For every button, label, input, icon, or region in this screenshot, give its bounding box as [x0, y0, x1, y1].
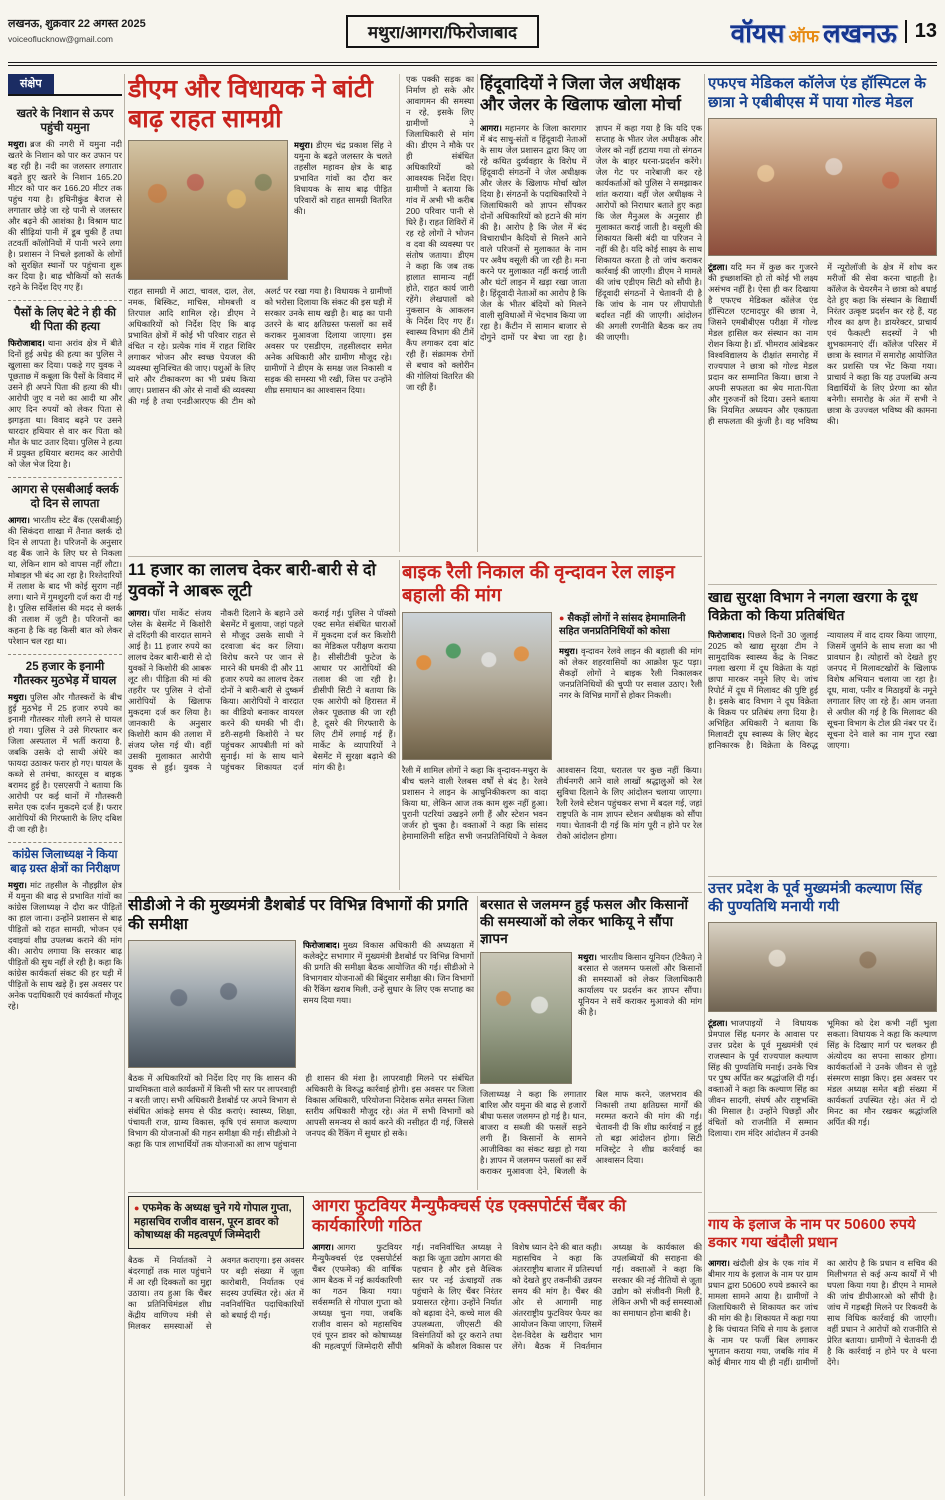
brief-article-smuggler — [8, 655, 122, 843]
brief-article-missing-clerk — [8, 478, 122, 655]
article-headline: उत्तर प्रदेश के पूर्व मुख्यमंत्री कल्याण सिंह की पुण्यतिथि मनायी गयी — [708, 881, 923, 915]
article-cdo-review — [128, 896, 474, 1190]
article-headline: खाद्य सुरक्षा विभाग ने नगला खरगा के दूध विक्रेता को किया प्रतिबंधित — [708, 589, 918, 623]
dateline: मथुरा। — [8, 880, 27, 890]
article-headline: 11 हजार का लालच देकर बारी-बारी से दो युवकों ने आबरू लूटी — [128, 561, 377, 600]
article-food-safety — [708, 588, 937, 872]
masthead-word-1: वॉयस — [730, 17, 785, 48]
article-medical-gold-medal — [708, 74, 937, 580]
article-main — [128, 74, 392, 552]
memorial-gathering-photo — [708, 922, 937, 1012]
article-body: राहत सामग्री में आटा, चावल, दाल, तेल, नमक, बिस्किट, माचिस, मोमबत्ती व तिरपाल आदि शामिल रहे। डीएम ने अधिकारियों को निर्देश दिए कि बाढ़ प्रभावित क्षेत्रों में कोई भी परिवार राहत से वंचित न रहे। प्रत्येक गांव में राहत शिविर लगाकर भोजन और स्वच्छ पेयजल की व्यवस्था सुनिश्चित की जाए। पशुओं के लिए चारे और टीकाकरण का भी प्रबंध किया जाए। प्रशासन की ओर से नावों की व्यवस्था की गई है तथा एनडीआरएफ की टीम को अलर्ट पर रखा गया है। विधायक ने ग्रामीणों को भरोसा दिलाया कि संकट की इस घड़ी में सरकार उनके साथ खड़ी है। बाढ़ का पानी उतरने के बाद क्षतिग्रस्त फसलों का सर्वे कराकर मुआवजा दिलाया जाएगा। इस अवसर पर एसडीएम, तहसीलदार समेत अनेक अधिकारी और ग्रामीण मौजूद रहे। ग्रामीणों ने डीएम के समक्ष जल निकासी व सड़क की समस्या भी रखी, जिस पर उन्होंने शीघ्र समाधान का आश्वासन दिया। — [128, 286, 392, 406]
review-meeting-photo — [128, 940, 296, 1068]
article-side-column — [559, 612, 702, 760]
brief-body: मांट तहसील के नौहझील क्षेत्र में यमुना की बाढ़ से प्रभावित गांवों का कांग्रेस जिलाध्यक्ष ने दौरा कर पीड़ितों का हाल जाना। उन्होंने प्रशासन से बाढ़ पीड़ितों को राहत सामग्री, भोजन एवं दवाइयां शीघ्र उपलब्ध कराने की मांग की। आरोप लगाया कि सरकार बाढ़ पीड़ितों की सुध नहीं ले रही है। कहा कि कांग्रेस कार्यकर्ता संकट की हर घड़ी में पीड़ितों के साथ खड़े हैं। इस अवसर पर अनेक पदाधिकारी एवं कार्यकर्ता मौजूद रहे। — [8, 880, 122, 1011]
subhead-box — [128, 1196, 304, 1249]
article-farmers-memorandum — [480, 896, 702, 1190]
article-body-columns — [480, 123, 702, 547]
article-side-column — [128, 1196, 304, 1496]
article-subhead: सैकड़ों लोगों ने सांसद हेमामालिनी सहित जनप्रतिनिधियों को कोसा — [559, 613, 686, 637]
brief-headline: 25 हजार के इनामी गौतस्कर मुठभेड़ में घायल — [13, 661, 117, 687]
article-crime-basement — [128, 560, 396, 890]
article-body-columns — [128, 1255, 304, 1497]
dateline: आगरा। — [128, 608, 150, 618]
article-headline: बाइक रैली निकाल की वृन्दावन रेल लाइन बहाली की मांग — [402, 561, 675, 605]
brief-header — [8, 74, 122, 96]
article-body: बैठक में अधिकारियों को निर्देश दिए गए कि शासन की प्राथमिकता वाले कार्यक्रमों में किसी भी स्तर पर लापरवाही न बरती जाए। सभी अधिकारी डैशबोर्ड पर अपने विभाग से संबंधित आंकड़े समय से फीड कराएं। स्वास्थ्य, शिक्षा, पंचायती राज, ग्राम्य विकास, कृषि एवं समाज कल्याण विभाग की योजनाओं की गहन समीक्षा की गई। सीडीओ ने कहा कि पात्र लाभार्थियों तक योजनाओं का लाभ पहुंचाना ही शासन की मंशा है। लापरवाही मिलने पर संबंधित अधिकारी के विरुद्ध कार्रवाई होगी। इस अवसर पर जिला विकास अधिकारी, परियोजना निदेशक समेत समस्त जिला स्तरीय अधिकारी मौजूद रहे। अंत में सभी विभागों को आपसी समन्वय से कार्य करने की नसीहत दी गई, जिससे जनपद की रैंकिंग में सुधार हो सके। — [128, 1073, 474, 1149]
dateline: आगरा। — [312, 1242, 334, 1252]
article-body: डीएम चंद्र प्रकाश सिंह ने यमुना के बढ़ते जलस्तर के चलते तहसील महावन क्षेत्र के बाढ़ प्रभावित गांवों का दौरा कर विधायक के साथ बाढ़ पीड़ित परिवारों को राहत सामग्री वितरित की। — [294, 140, 392, 216]
article-headline: सीडीओ ने की मुख्यमंत्री डैशबोर्ड पर विभिन्न विभागों की प्रगति की समीक्षा — [128, 897, 469, 933]
dateline: आगरा। — [708, 1258, 730, 1268]
brief-body: पुलिस और गौतस्करों के बीच हुई मुठभेड़ में 25 हजार रुपये का इनामी गौतस्कर गोली लगने से घायल हो गया। पुलिस ने उसे गिरफ्तार कर जिला अस्पताल में भर्ती कराया है, जबकि उसके दो साथी अंधेरे का फायदा उठाकर फरार हो गए। घायल के कब्जे से तमंचा, कारतूस व बाइक बरामद हुई है। एसएसपी ने बताया कि आरोपी पर कई थानों में गौतस्करी समेत एक दर्जन मुकद‌मे दर्ज हैं। फरार आरोपियों की गिरफ्तारी के लिए दबिश दी जा रही है। — [8, 692, 122, 834]
dateline: मथुरा। — [559, 646, 578, 656]
column-rule — [124, 74, 125, 1496]
dateline: मथुरा। — [578, 952, 597, 962]
edition-date: लखनऊ, शुक्रवार 22 अगस्त 2025 — [8, 17, 146, 30]
bullet-icon: ● — [134, 1203, 140, 1213]
section-rule — [708, 1212, 937, 1213]
article-body: खंदौली क्षेत्र के एक गांव में बीमार गाय के इलाज के नाम पर ग्राम प्रधान द्वारा 50600 रुपये डकारने का मामला सामने आया है। ग्रामीणों ने जिलाधिकारी से शिकायत कर जांच की मांग की है। शिकायत में कहा गया है कि पंचायत निधि से गाय के इलाज के नाम पर फर्जी बिल लगाकर भुगतान कराया गया, जबकि गांव में कोई बीमार गाय थी ही नहीं। ग्रामीणों का आरोप है कि प्रधान व सचिव की मिलीभगत से कई अन्य कार्यों में भी घपला किया गया है। डीएम ने मामले की जांच डीपीआरओ को सौंपी है। जांच में गड़बड़ी मिलने पर रिकवरी के साथ विधिक कार्रवाई की जाएगी। वहीं प्रधान ने आरोपों को राजनीति से प्रेरित बताया। ग्रामीणों ने चेतावनी दी है कि कार्रवाई न होने पर वे धरना देंगे। — [708, 1258, 937, 1367]
column-rule — [477, 74, 478, 552]
brief-headline: आगरा से एसबीआई क्लर्क दो दिन से लापता — [11, 484, 119, 510]
article-body-columns — [708, 1258, 937, 1488]
column-rule — [399, 560, 400, 890]
article-body: पिछले दिनों 30 जुलाई 2025 को खाद्य सुरक्षा टीम ने सामुदायिक स्वास्थ्य केंद्र के निकट नगला खरगा में दूध विक्रेता के यहां छापा मारकर नमूने लिए थे। जांच रिपोर्ट में दूध में मिलावट की पुष्टि हुई है। इसके बाद विभाग ने दूध विक्रेता के विक्रय पर प्रतिबंध लगा दिया है। अभिहित अधिकारी ने बताया कि मिलावटी दूध स्वास्थ्य के लिए बेहद हानिकारक है। विक्रेता के विरुद्ध न्यायालय में वाद दायर किया जाएगा, जिसमें जुर्माने के साथ सजा का भी प्रावधान है। त्योहारों को देखते हुए जनपद में मिलावटखोरों के खिलाफ विशेष अभियान चलाया जा रहा है। दूध, मावा, पनीर व मिठाइयों के नमूने लगातार लिए जा रहे हैं। आम जनता से अपील की गई है कि मिलावट की सूचना विभाग के टोल फ्री नंबर पर दें। सूचना देने वाले का नाम गुप्त रखा जाएगा। — [708, 630, 937, 750]
article-main — [312, 1196, 702, 1496]
article-subhead: एफमेक के अध्यक्ष चुने गये गोपाल गुप्ता, महासचिव राजीव वासन, पूरन डावर को कोषाध्यक्ष की महत्वपूर्ण जिम्मेदारी — [134, 1202, 292, 1241]
newspaper-name — [731, 14, 897, 50]
article-kalyan-singh-memorial — [708, 880, 937, 1208]
dateline: फिरोजाबाद। — [8, 338, 45, 348]
page-number: 13 — [905, 20, 937, 43]
brief-article-yamuna — [8, 102, 122, 301]
article-body-columns — [312, 1242, 702, 1496]
article-body-columns — [128, 286, 392, 552]
article-body-columns — [480, 1089, 702, 1185]
masthead-word-3: लखनऊ — [823, 17, 897, 48]
section-rule — [708, 584, 937, 585]
relief-distribution-photo — [128, 140, 288, 280]
brief-headline: पैसों के लिए बेटे ने ही की थी पिता की हत्या — [13, 307, 117, 333]
brief-headline: कांग्रेस जिलाध्यक्ष ने किया बाढ़ ग्रस्त क्षेत्रों का निरीक्षण — [10, 849, 120, 875]
dateline: मथुरा। — [8, 692, 27, 702]
bullet-icon: ● — [559, 613, 565, 623]
article-headline: बरसात से जलमग्न हुई फसल और किसानों की समस्याओं को लेकर भाकियू ने सौंपा ज्ञापन — [480, 897, 689, 946]
masthead-bar — [8, 6, 937, 66]
article-footwear-chamber — [128, 1196, 702, 1496]
article-body: जिलाध्यक्ष ने कहा कि लगातार बारिश और यमुना की बाढ़ से हजारों बीघा फसल जलमग्न हो गई है। धान, बाजरा व सब्जी की फसलें सड़ने लगी हैं। किसानों के सामने आजीविका का संकट खड़ा हो गया है। ज्ञापन में जलमग्न फसलों का सर्वे कराकर मुआवजा देने, बिजली के बिल माफ करने, जलभराव की निकासी तथा क्षतिग्रस्त मार्गों की मरम्मत कराने की मांग की गई। चेतावनी दी कि शीघ्र कार्रवाई न हुई तो बड़ा आंदोलन होगा। सिटी मजिस्ट्रेट ने शीघ्र कार्रवाई का आश्वासन दिया। — [480, 1089, 702, 1176]
dateline: आगरा। — [8, 515, 30, 525]
date-block — [8, 17, 228, 47]
brief-body: थाना अरांव क्षेत्र में बीते दिनों हुई अधेड़ की हत्या का पुलिस ने खुलासा कर दिया। पकड़े गए युवक ने पूछताछ में कबूला कि पैसों के विवाद में उसने ही अपने पिता की हत्या की थी। आरोपी जुए व नशे का आदी था और आए दिन रुपयों को लेकर पिता से झगड़ता था। विवाद बढ़ने पर उसने धारदार हथियार से वार कर पिता को मौत के घाट उतार दिया। पुलिस ने हत्या में प्रयुक्त हथियार बरामद कर आरोपी को जेल भेज दिया है। — [8, 338, 122, 469]
section-rule — [128, 1192, 702, 1193]
article-body: मुख्य विकास अधिकारी की अध्यक्षता में कलेक्ट्रेट सभागार में मुख्यमंत्री डैशबोर्ड पर विभिन्न विभागों की प्रगति की समीक्षा बैठक आयोजित की गई। सीडीओ ने विभागवार योजनाओं की बिंदुवार समीक्षा की। जिन विभागों की रैंकिंग खराब मिली, उन्हें सुधार के लिए एक सप्ताह का समय दिया गया। — [303, 940, 474, 1005]
award-ceremony-photo — [708, 118, 937, 256]
article-headline: गाय के इलाज के नाम पर 50600 रुपये डकार गया खंदौली प्रधान — [708, 1217, 916, 1251]
masthead-word-2: ऑफ — [788, 26, 819, 46]
brief-headline: खतरे के निशान से ऊपर पहुंची यमुना — [16, 108, 114, 134]
article-headline: आगरा फुटवियर मैन्युफैक्चर्स एंड एक्सपोर्टर्स चैंबर की कार्यकारिणी गठित — [312, 1197, 627, 1235]
masthead-group — [657, 14, 937, 50]
dateline: टूंडला। — [708, 262, 728, 272]
article-body-columns — [402, 765, 702, 877]
memorandum-photo — [480, 952, 572, 1084]
article-body: महानगर के जिला कारागार में बंद साधु-संतों व हिंदूवादी नेताओं के साथ जेल प्रशासन द्वारा किए जा रहे कथित दुर्व्यवहार के विरोध में हिंदूवादी संगठनों ने जेल अधीक्षक और जेलर के खिलाफ मोर्चा खोल दिया है। संगठनों के पदाधिकारियों ने जिलाधिकारी को ज्ञापन सौंपकर दोनों अधिकारियों को हटाने की मांग की है। आरोप है कि जेल में बंद विचाराधीन कैदियों से मिलने आने वाले परिजनों से मुलाकात के नाम पर अवैध वसूली की जा रही है। मना करने पर मुलाकात नहीं कराई जाती और घंटों लाइन में खड़ा रखा जाता है। हिंदूवादी नेताओं का आरोप है कि जेल के भीतर बंदियों को मिलने वाली सुविधाओं में भेदभाव किया जा रहा है। कैंटीन में सामान बाजार से दोगुने दामों पर बेचा जा रहा है। ज्ञापन में कहा गया है कि यदि एक सप्ताह के भीतर जेल अधीक्षक और जेलर को नहीं हटाया गया तो संगठन जेल के बाहर धरना-प्रदर्शन करेंगे। जेल गेट पर नारेबाजी कर रहे कार्यकर्ताओं को पुलिस ने समझाकर शांत कराया। वहीं जेल अधीक्षक ने आरोपों को निराधार बताते हुए कहा कि जेल मैनुअल के अनुसार ही मुलाकात कराई जाती है। वसूली की शिकायत किसी बंदी या परिजन ने नहीं की है। यदि कोई साक्ष्य के साथ शिकायत करता है तो जांच कराकर कार्रवाई की जाएगी। डीएम ने मामले की जांच एडीएम सिटी को सौंपी है। हिंदूवादी संगठनों ने चेतावनी दी है कि जांच के नाम पर लीपापोती बर्दाश्त नहीं की जाएगी। आंदोलन की अगली रणनीति बैठक कर तय की जाएगी। — [480, 123, 702, 342]
article-jail-protest — [480, 74, 702, 552]
brief-article-congress — [8, 843, 122, 1019]
article-body-columns — [128, 1073, 474, 1181]
article-bike-rally — [402, 560, 702, 890]
brief-body: भारतीय स्टेट बैंक (एसबीआई) की सिकंदरा शाखा में तैनात क्लर्क दो दिन से लापता है। परिजनों के अनुसार वह बैंक जाने के लिए घर से निकला था, लेकिन शाम को वापस नहीं लौटा। मोबाइल भी बंद आ रहा है। रिश्तेदारियों में तलाश के बाद भी कोई सुराग नहीं लगा। थाने में गुमशुदगी दर्ज करा दी गई है। पुलिस सर्विलांस की मदद से क्लर्क की तलाश में जुटी है। परिजनों का कहना है कि वह किसी बात को लेकर परेशान चल रहा था। — [8, 515, 122, 646]
dateline: फिरोजाबाद। — [303, 940, 340, 950]
article-body-columns — [128, 608, 396, 886]
brief-article-murder — [8, 301, 122, 478]
contact-email: voiceoflucknow@gmail.com — [8, 33, 114, 44]
article-body: एक पक्की सड़क का निर्माण हो सके और आवागमन की समस्या न रहे, इसके लिए ग्रामीणों ने जिलाधिकारी से मांग की। डीएम ने मौके पर ही संबंधित अधिकारियों को आवश्यक निर्देश दिए। ग्रामीणों ने बताया कि गांव में अभी भी करीब 200 परिवार पानी से घिरे हैं। राहत शिविरों में रह रहे लोगों ने भोजन व दवा की व्यवस्था पर संतोष जताया। डीएम ने कहा कि जब तक हालात सामान्य नहीं होते, राहत कार्य जारी रहेंगे। लेखपालों को नुकसान के आकलन के निर्देश दिए गए हैं। स्वास्थ्य विभाग की टीमें कैंप लगाकर दवा बांट रही हैं। संक्रामक रोगों से बचाव को क्लोरीन की गोलियां वितरित की जा रही हैं। — [406, 74, 474, 392]
section-rule — [128, 556, 702, 557]
article-body: रैली में शामिल लोगों ने कहा कि वृन्दावन-मथुरा के बीच चलने वाली रेलबस वर्षों से बंद है। रेलवे प्रशासन ने लाइन के आधुनिकीकरण का वादा किया था, लेकिन आज तक काम शुरू नहीं हुआ। पुरानी पटरियां उखड़ने लगी हैं और स्टेशन भवन जर्जर हो चुका है। वक्ताओं ने कहा कि सांसद हेमामालिनी सहित सभी जनप्रतिनिधियों ने केवल आश्वासन दिया, धरातल पर कुछ नहीं किया। तीर्थनगरी आने वाले लाखों श्रद्धालुओं को रेल सुविधा दिलाने के लिए आंदोलन चलाया जाएगा। रैली रेलवे स्टेशन पहुंचकर सभा में बदल गई, जहां राष्ट्रपति के नाम ज्ञापन स्टेशन अधीक्षक को सौंपा गया। चेतावनी दी गई कि मांग पूरी न होने पर रेल रोको आंदोलन होगा। — [402, 765, 702, 841]
dateline: फिरोजाबाद। — [708, 630, 745, 640]
article-body: यदि मन में कुछ कर गुजरने की इच्छाशक्ति हो तो कोई भी लक्ष्य असंभव नहीं है। ऐसा ही कर दिखाया है एफएच मेडिकल कॉलेज एंड हॉस्पिटल एटमादपुर की छात्रा ने, जिसने एमबीबीएस परीक्षा में गोल्ड मेडल हासिल कर संस्थान का नाम रोशन किया है। डॉ. भीमराव आंबेडकर विश्वविद्यालय के दीक्षांत समारोह में राज्यपाल ने छात्रा को गोल्ड मेडल प्रदान कर सम्मानित किया। छात्रा ने अपनी सफलता का श्रेय माता-पिता और गुरुजनों को दिया। उसने बताया कि नियमित अध्ययन और एकाग्रता ही सफलता की कुंजी है। वह भविष्य में न्यूरोलॉजी के क्षेत्र में शोध कर मरीजों की सेवा करना चाहती है। कॉलेज के चेयरमैन ने छात्रा को बधाई देते हुए कहा कि संस्थान के विद्यार्थी निरंतर उत्कृष्ट प्रदर्शन कर रहे हैं, यह गौरव का क्षण है। डायरेक्टर, प्राचार्य एवं फैकल्टी सदस्यों ने भी शुभकामनाएं दीं। कॉलेज परिसर में छात्रा के स्वागत में समारोह आयोजित कर प्रशस्ति पत्र भेंट किया गया। प्राचार्य ने कहा कि यह उपलब्धि अन्य विद्यार्थियों के लिए प्रेरणा का स्रोत बनेगी। समारोह के अंत में सभी ने छात्रा के उज्ज्वल भविष्य की कामना की। — [708, 262, 937, 426]
column-rule — [704, 74, 705, 1496]
dateline: टूंडला। — [708, 1018, 728, 1028]
brief-column — [8, 74, 122, 1496]
article-body: पॉश मार्केट संजय प्लेस के बेसमेंट में किशोरी से दरिंदगी की वारदात सामने आई है। 11 हजार रुपये का लालच देकर बारी-बारी से दो युवकों ने किशोरी की आबरू लूट ली। पीड़िता की मां की तहरीर पर पुलिस ने दोनों आरोपियों के खिलाफ मुकदमा दर्ज कर लिया है। जानकारी के अनुसार किशोरी काम की तलाश में संजय प्लेस गई थी। वहीं उसकी मुलाकात आरोपी युवक से हुई। युवक ने नौकरी दिलाने के बहाने उसे बेसमेंट में बुलाया, जहां पहले से मौजूद उसके साथी ने दरवाजा बंद कर लिया। विरोध करने पर जान से मारने की धमकी दी और 11 हजार रुपये का लालच देकर दोनों ने बारी-बारी से दुष्कर्म किया। आरोपियों ने वारदात का वीडियो बनाकर वायरल करने की धमकी भी दी। डरी-सहमी किशोरी ने घर पहुंचकर आपबीती मां को सुनाई। मां के साथ थाने पहुंचकर शिकायत दर्ज कराई गई। पुलिस ने पॉक्सो एक्ट समेत संबंधित धाराओं में मुकदमा दर्ज कर किशोरी का मेडिकल परीक्षण कराया है। सीसीटीवी फुटेज के आधार पर आरोपियों की तलाश की जा रही है। डीसीपी सिटी ने बताया कि एक आरोपी को हिरासत में लेकर पूछताछ की जा रही है, दूसरे की गिरफ्तारी के लिए टीमें लगाई गई हैं। मार्केट के व्यापारियों ने बेसमेंट में सुरक्षा बढ़ाने की मांग की है। — [128, 608, 396, 772]
article-body: वृन्दावन रेलवे लाइन की बहाली की मांग को लेकर शहरवासियों का आक्रोश फूट पड़ा। सैकड़ों लोगों ने बाइक रैली निकालकर जनप्रतिनिधियों की चुप्पी पर सवाल उठाए। रैली नगर के विभिन्न मार्गों से होकर निकली। — [559, 646, 702, 700]
region-title: मथुरा/आगरा/फिरोजाबाद — [346, 15, 539, 48]
section-rule — [128, 892, 702, 893]
article-dm-relief — [128, 74, 474, 552]
dateline: आगरा। — [480, 123, 502, 133]
article-body: आगरा फुटवियर मैन्युफैक्चर्स एंड एक्सपोर्टर्स चैंबर (एफमेक) की वार्षिक आम बैठक में नई कार्यकारिणी का गठन किया गया। सर्वसम्मति से गोपाल गुप्ता को अध्यक्ष चुना गया, जबकि राजीव वासन को महासचिव एवं पूरन डावर को कोषाध्यक्ष की महत्वपूर्ण जिम्मेदारी सौंपी गई। नवनिर्वाचित अध्यक्ष ने कहा कि जूता उद्योग आगरा की पहचान है और इसे वैश्विक स्तर पर नई ऊंचाइयों तक पहुंचाने के लिए चैंबर निरंतर प्रयासरत रहेगा। उन्होंने निर्यात को बढ़ावा देने, कच्चे माल की उपलब्धता, जीएसटी की विसंगतियों को दूर कराने तथा श्रमिकों के कौशल विकास पर विशेष ध्यान देने की बात कही। महासचिव ने कहा कि अंतरराष्ट्रीय बाजार में प्रतिस्पर्धा को देखते हुए तकनीकी उन्नयन समय की मांग है। चैंबर की ओर से आगामी माह अंतरराष्ट्रीय फुटवियर फेयर का आयोजन किया जाएगा, जिसमें देश-विदेश के खरीदार भाग लेंगे। बैठक में निवर्तमान अध्यक्ष के कार्यकाल की उपलब्धियों की सराहना की गई। वक्ताओं ने कहा कि सरकार की नई नीतियों से जूता उद्योग को संजीवनी मिली है, लेकिन अभी भी कई समस्याओं का समाधान होना बाकी है। — [312, 1242, 702, 1351]
article-cow-treatment-scam — [708, 1216, 937, 1496]
section-rule — [708, 876, 937, 877]
dateline: मथुरा। — [294, 140, 313, 150]
bike-rally-photo — [402, 612, 552, 760]
brief-body: ब्रज की नगरी में यमुना नदी खतरे के निशान को पार कर उफान पर बह रही है। नदी का जलस्तर लगातार बढ़ते हुए खतरे के निशान 165.20 मीटर को पार कर 166.20 मीटर तक पहुंच गया है। हथिनीकुंड बैराज से लगातार छोड़े जा रहे पानी से जलस्तर और बढ़ने की आशंका है। विश्राम घाट की सीढ़ियां पानी में डूब चुकी हैं तथा तटवर्ती कॉलोनियों में पानी भरने लगा है। प्रशासन ने निचले इलाकों के लोगों को सुरक्षित स्थानों पर पहुंचाना शुरू कर दिया है। बाढ़ चौकियों को सतर्क रहने के निर्देश दिए गए हैं। — [8, 139, 122, 292]
dateline: मथुरा। — [8, 139, 27, 149]
article-body-columns — [708, 1018, 937, 1200]
article-body: बैठक में निर्यातकों ने बंदरगाहों तक माल पहुंचाने में आ रही दिक्कतों का मुद्दा उठाया। तय हुआ कि चैंबर का प्रतिनिधिमंडल शीघ्र केंद्रीय वाणिज्य मंत्री से मिलकर समस्याओं से अवगत कराएगा। इस अवसर पर बड़ी संख्या में जूता कारोबारी, निर्यातक एवं सदस्य उपस्थित रहे। अंत में नवनिर्वाचित पदाधिकारियों को बधाई दी गई। — [128, 1254, 304, 1331]
article-headline: डीएम और विधायक ने बांटी बाढ़ राहत सामग्री — [128, 75, 374, 133]
brief-title: संक्षेप — [8, 74, 54, 94]
article-body-columns — [708, 262, 937, 556]
article-body: भारतीय किसान यूनियन (टिकैत) ने बरसात से जलमग्न फसलों और किसानों की समस्याओं को लेकर जिलाधिकारी कार्यालय पर प्रदर्शन कर ज्ञापन सौंपा। यूनियन ने सर्वे कराकर मुआवजे की मांग की है। — [578, 952, 702, 1017]
article-headline: एफएच मेडिकल कॉलेज एंड हॉस्पिटल के छात्रा ने एबीबीएस में पाया गोल्ड मेडल — [708, 75, 927, 111]
article-side-column — [399, 74, 474, 552]
article-headline: हिंदूवादियों ने जिला जेल अधीक्षक और जेलर के खिलाफ खोला मोर्चा — [480, 75, 682, 114]
article-body: भाजपाइयों ने विधायक प्रेमपाल सिंह धनगर के आवास पर उत्तर प्रदेश के पूर्व मुख्यमंत्री एवं राजस्थान के पूर्व राज्यपाल कल्याण सिंह की पुण्यतिथि मनाई। उनके चित्र पर पुष्प अर्पित कर श्रद्धांजलि दी गई। वक्ताओं ने कहा कि कल्याण सिंह का जीवन सादगी, संघर्ष और राष्ट्रभक्ति की मिसाल है। उन्होंने पिछड़ों और वंचितों को राजनीति में सम्मान दिलाया। राम मंदिर आंदोलन में उनकी भूमिका को देश कभी नहीं भुला सकता। विधायक ने कहा कि कल्याण सिंह के दिखाए मार्ग पर चलकर ही अंत्योदय का सपना साकार होगा। कार्यकर्ताओं ने उनके जीवन से जुड़े संस्मरण साझा किए। इस अवसर पर मंडल अध्यक्ष समेत बड़ी संख्या में कार्यकर्ता उपस्थित रहे। अंत में दो मिनट का मौन रखकर श्रद्धांजलि अर्पित की गई। — [708, 1018, 937, 1138]
article-body-columns — [708, 630, 937, 864]
column-rule — [477, 896, 478, 1190]
